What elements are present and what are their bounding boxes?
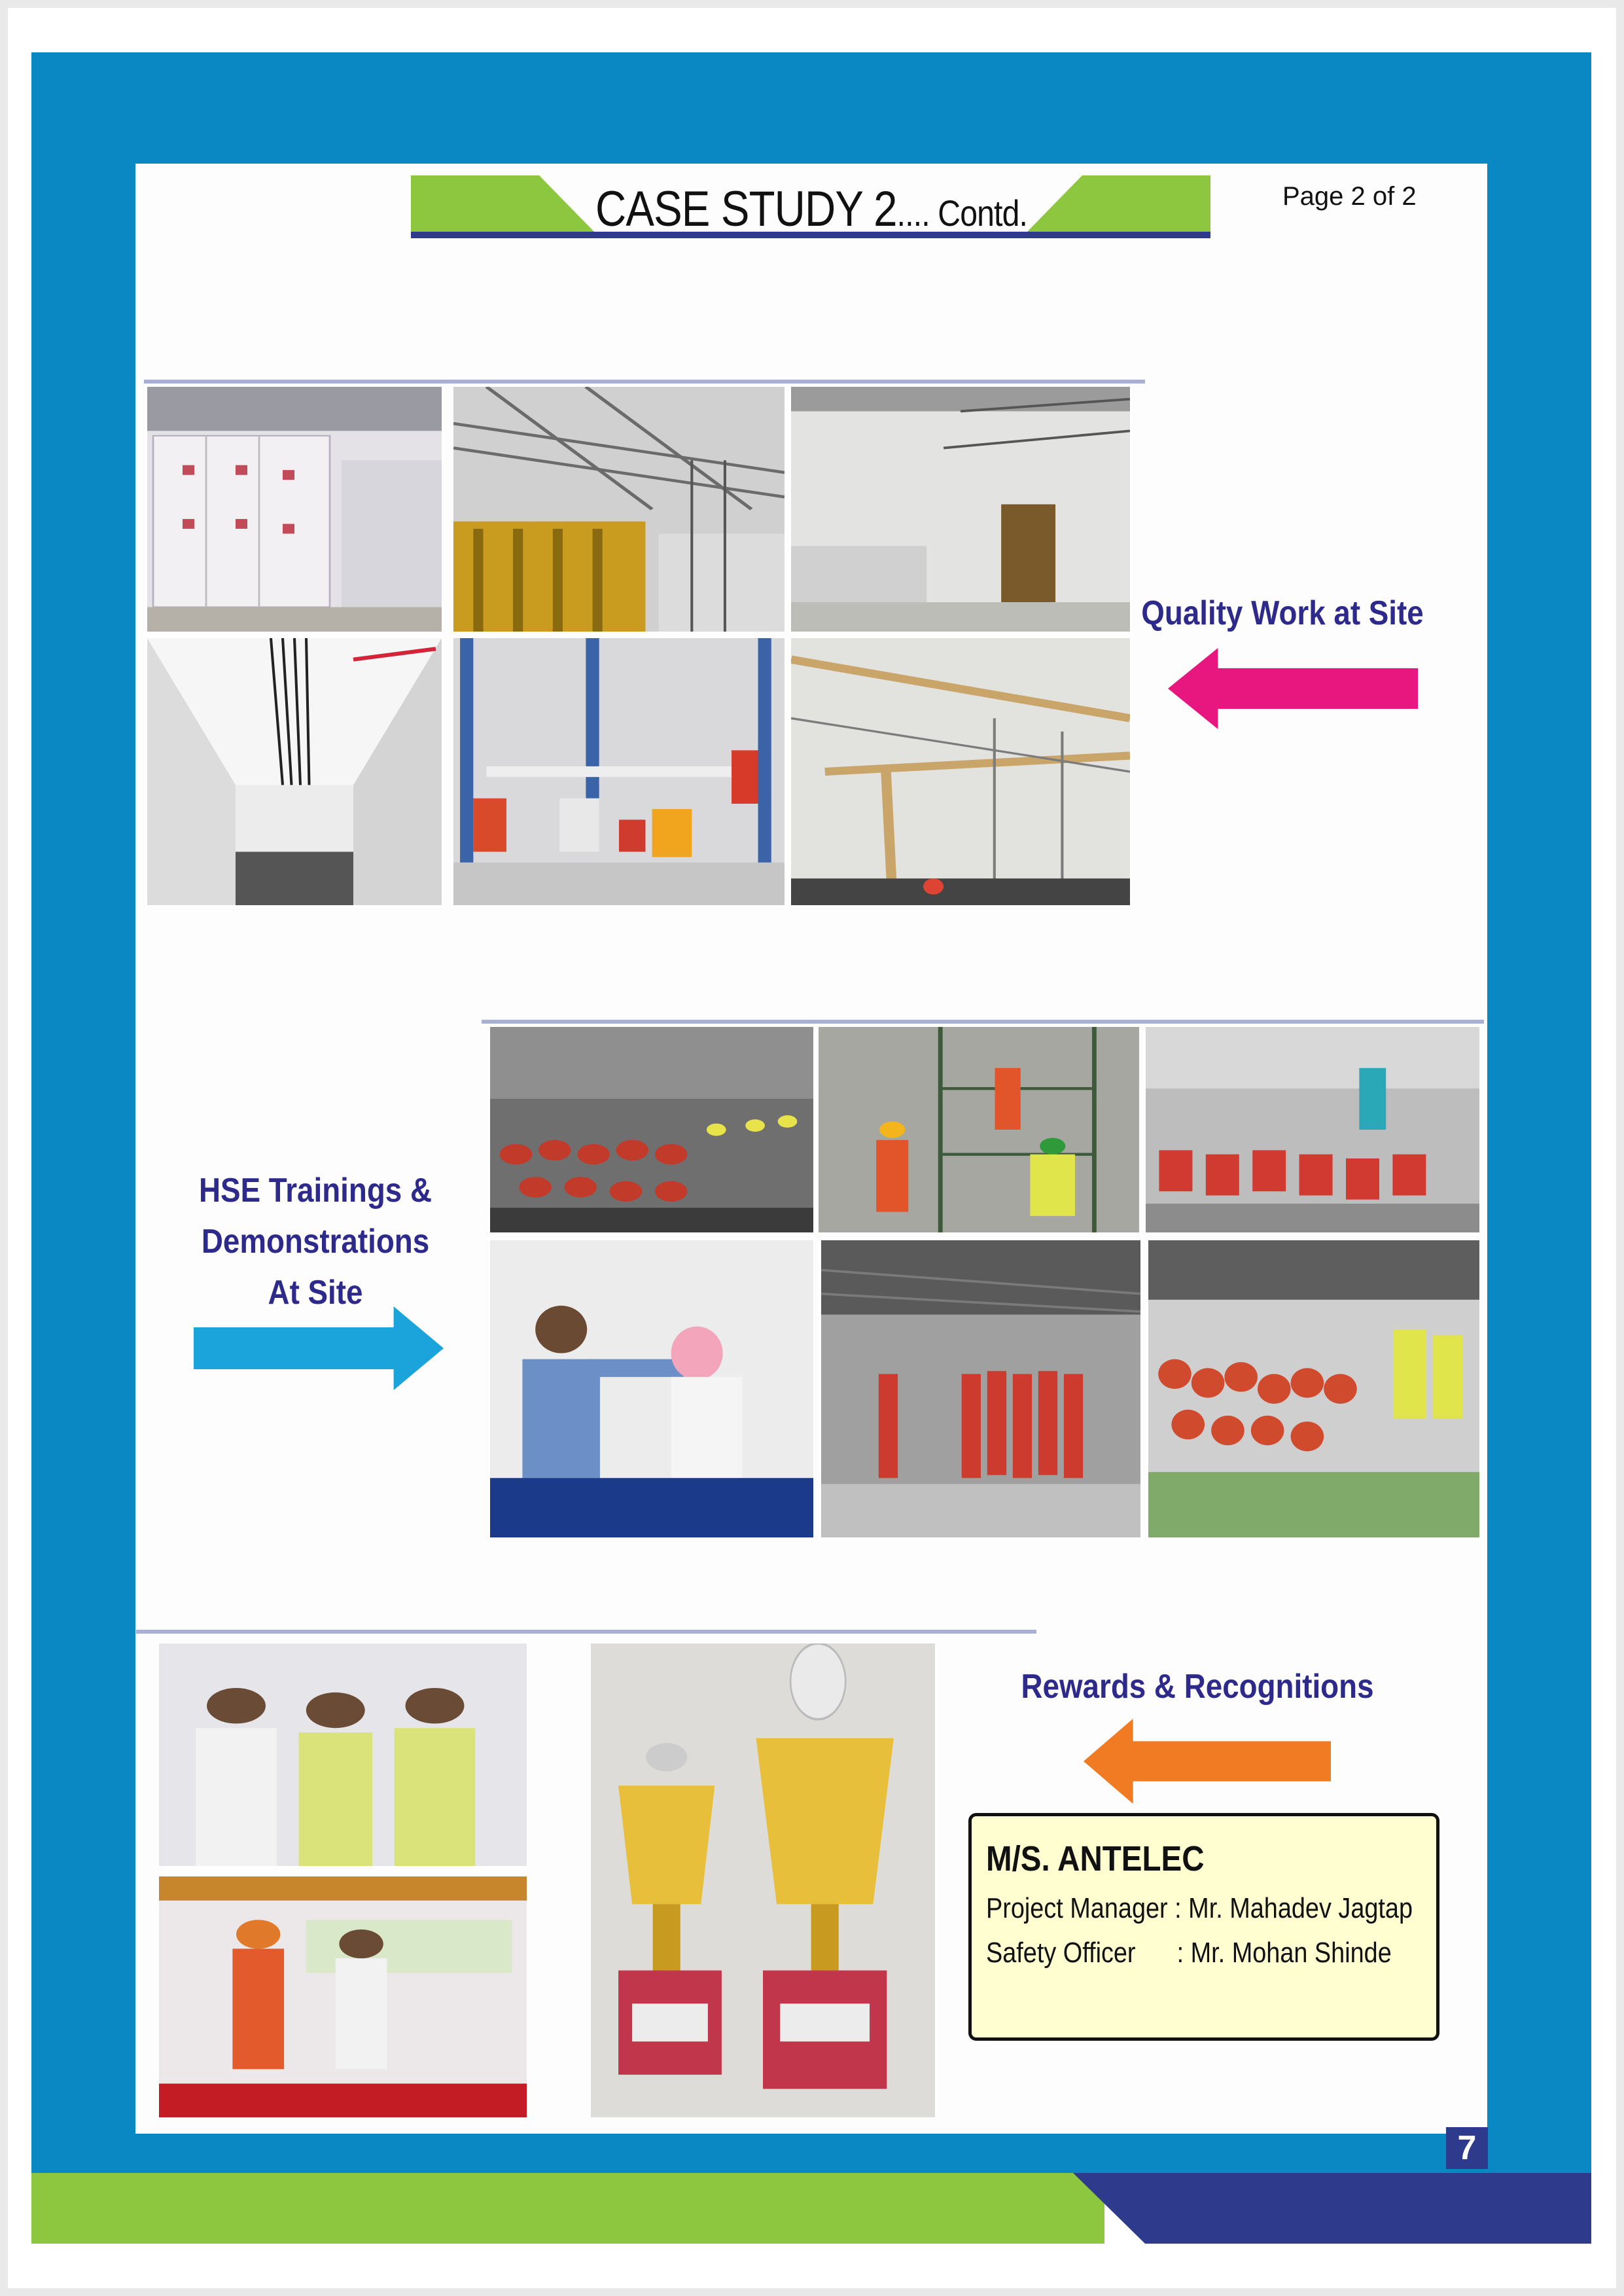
hse-section-line [482,1020,1484,1024]
page-title [595,181,1028,240]
safety-officer-label: Safety Officer [986,1937,1136,1969]
hse-label-line-3: At Site [268,1274,363,1312]
project-manager-row [986,1892,1413,1925]
project-manager-value: Mr. Mahadev Jagtap [1181,1892,1413,1924]
photo-training-seated-workers [488,1025,815,1234]
page-title-main: CASE STUDY 2 [595,181,897,237]
safety-officer-value: : Mr. Mohan Shinde [1135,1937,1392,1969]
page-label: Page 2 of 2 [1282,182,1417,211]
page-title-suffix: .... Contd. [896,192,1028,234]
photo-workers-lineup [819,1238,1142,1539]
photo-corridor-conduits [145,636,444,907]
photo-scaffold-demo [817,1025,1141,1234]
photo-trophies [589,1641,937,2119]
hse-label [188,1165,442,1322]
photo-electrical-panels [145,385,444,634]
pink-left-arrow-icon [1168,648,1418,729]
photo-cpr-demonstration [488,1238,815,1539]
page-number: 7 [1446,2127,1488,2169]
photo-ceiling-trays [789,385,1132,634]
rewards-section-line [136,1630,1036,1634]
contractor-info-box [968,1813,1439,2041]
safety-officer-row [986,1937,1392,1969]
photo-stage-award [157,1874,529,2119]
project-manager-label: Project Manager : [986,1892,1182,1924]
photo-award-handover [157,1641,529,1868]
footer-green-band [31,2173,1104,2244]
blue-right-arrow-icon [194,1306,444,1390]
quality-section-line [144,380,1145,384]
footer-navy-band [1073,2173,1591,2244]
photo-training-audience [1144,1025,1481,1234]
rewards-label: Rewards & Recognitions [1021,1668,1374,1706]
quality-work-label: Quality Work at Site [1141,594,1424,632]
photo-workers-group [1146,1238,1481,1539]
orange-left-arrow-icon [1084,1719,1331,1804]
company-name: M/S. ANTELEC [986,1839,1205,1878]
photo-fire-extinguishers [451,636,786,907]
photo-cable-trays [451,385,786,634]
hse-label-line-1: HSE Trainings & [199,1172,432,1210]
hse-label-line-2: Demonstrations [201,1223,430,1261]
photo-scaffolding [789,636,1132,907]
